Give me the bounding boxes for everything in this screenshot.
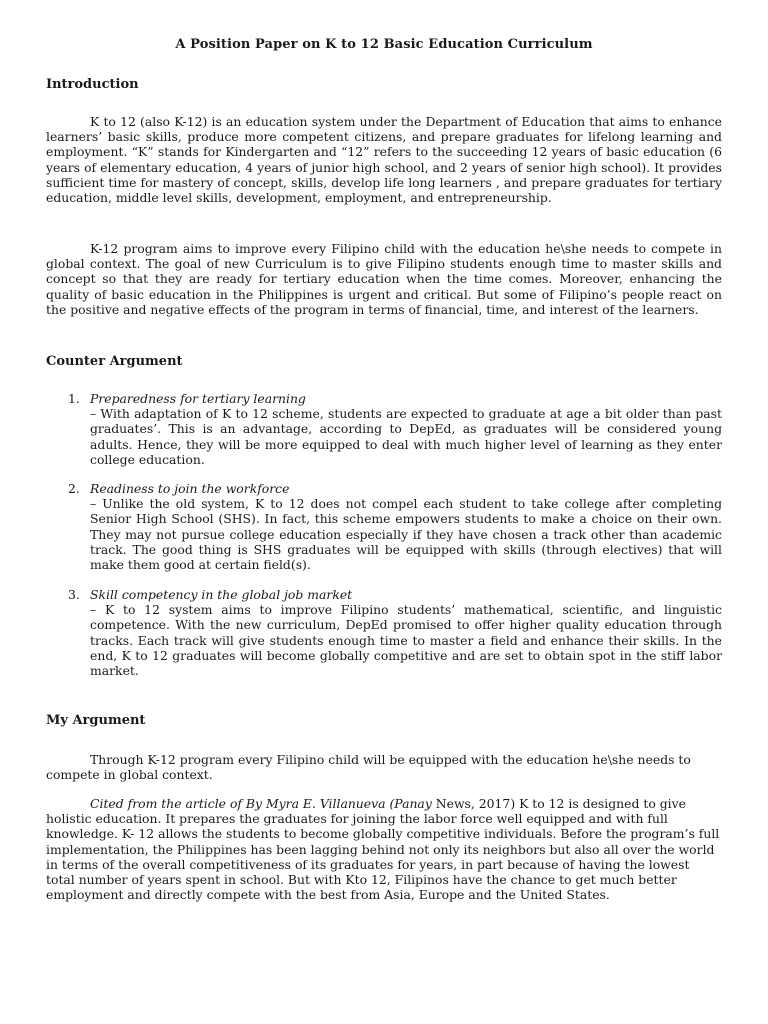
citation-text: Cited from the article of By Myra E. Villanueva (Panay	[90, 796, 432, 811]
list-item-number: 3.	[68, 587, 80, 602]
list-item-title: Readiness to join the workforce	[90, 481, 290, 496]
my-argument-heading: My Argument	[46, 713, 146, 728]
list-item-title: Preparedness for tertiary learning	[90, 391, 306, 406]
page-title: A Position Paper on K to 12 Basic Education Curriculum	[175, 37, 593, 52]
introduction-heading: Introduction	[46, 77, 139, 92]
citation-tail: News, 2017)	[431, 796, 516, 811]
list-item	[68, 481, 722, 572]
list-item-body: – With adaptation of K to 12 scheme, students are expected to graduate at age a bit older than past graduates’. This is an advantage, according to DepEd, as graduates will be considered young adults. Hence, they will be more equipped to deal with much higher level of learning as they enter college education.	[90, 406, 722, 467]
list-item-title: Skill competency in the global job market	[90, 587, 353, 602]
my-argument-paragraph-1: Through K-12 program every Filipino child will be equipped with the education he\she needs to compete in global context.	[46, 752, 691, 783]
introduction-paragraph-2: K-12 program aims to improve every Filipino child with the education he\she needs to compete in global context. The goal of new Curriculum is to give Filipino students enough time to master skills and concept so that they are ready for tertiary education when the time comes. Moreover, enhancing the quality of basic education in the Philippines is urgent and critical. But some of Filipino’s people react on the positive and negative effects of the program in terms of financial, time, and interest of the learners.	[46, 241, 722, 317]
my-argument-paragraph-2-body: K to 12 is designed to give holistic education. It prepares the graduates for joining the labor force well equipped and with full knowledge. K- 12 allows the students to become globally competitive individuals. Before the program’s full implementation, the Philippines has been lagging behind not only its neighbors but also all over the world in terms of the overall competitiveness of its graduates for years, in part because of having the lowest total number of years spent in school. But with Kto 12, Filipinos have the chance to get much better employment and directly compete with the best from Asia, Europe and the United States.	[46, 796, 720, 903]
list-item-body: – Unlike the old system, K to 12 does not compel each student to take college after completing Senior High School (SHS). In fact, this scheme empowers students to make a choice on their own. They may not pursue college education especially if they have chosen a track other than academic track. The good thing is SHS graduates will be equipped with skills (through electives) that will make them good at certain field(s).	[90, 496, 722, 573]
list-item-number: 2.	[68, 481, 80, 496]
my-argument-paragraph-2	[46, 796, 722, 902]
counter-argument-heading: Counter Argument	[46, 354, 183, 369]
list-item-number: 1.	[68, 391, 80, 406]
introduction-paragraph-1: K to 12 (also K-12) is an education system under the Department of Education that aims to enhance learners’ basic skills, produce more competent citizens, and prepare graduates for lifelong learning and employment. “K” stands for Kindergarten and “12” refers to the succeeding 12 years of basic education (6 years of elementary education, 4 years of junior high school, and 2 years of senior high school). It provides sufficient time for mastery of concept, skills, develop life long learners , and prepare graduates for tertiary education, middle level skills, development, employment, and entrepreneurship.	[46, 114, 722, 206]
list-item-body: – K to 12 system aims to improve Filipino students’ mathematical, scientific, and linguistic competence. With the new curriculum, DepEd promised to offer higher quality education through tracks. Each track will give students enough time to master a field and enhance their skills. In the end, K to 12 graduates will become globally competitive and are set to obtain spot in the stiff labor market.	[90, 602, 722, 679]
list-item	[68, 391, 722, 467]
list-item	[68, 587, 722, 678]
